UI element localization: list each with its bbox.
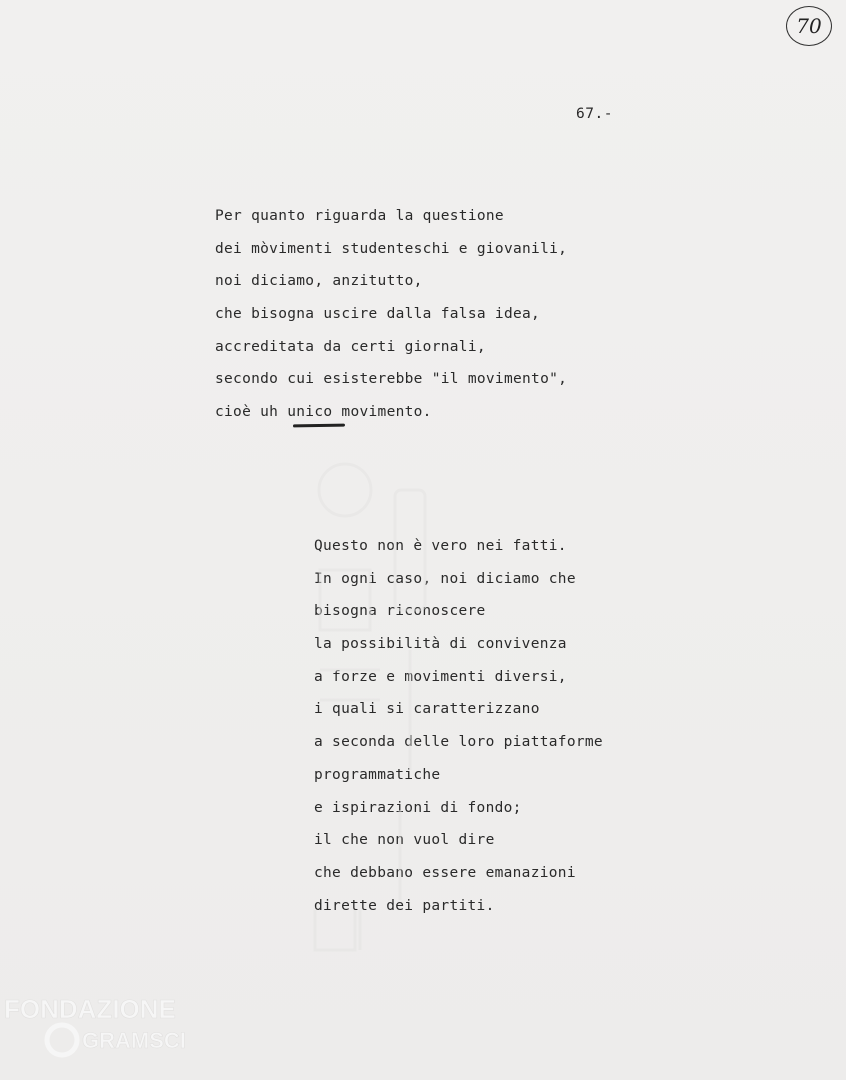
fondazione-gramsci-watermark xyxy=(2,988,207,1058)
paragraph-line: accreditata da certi giornali, xyxy=(215,338,486,355)
paragraph-line: cioè uh unico movimento. xyxy=(215,404,432,421)
watermark-bleed-through xyxy=(300,450,450,990)
paragraph-line: e ispirazioni di fondo; xyxy=(314,799,522,816)
paragraph-line: Per quanto riguarda la questione xyxy=(215,208,504,224)
typed-page-number: 67.- xyxy=(576,106,613,122)
paragraph-line: che debbano essere emanazioni xyxy=(314,864,576,881)
paragraph-line: che bisogna uscire dalla falsa idea, xyxy=(215,306,541,323)
paragraph-line: i quali si caratterizzano xyxy=(314,701,540,718)
paragraph-line: la possibilità di convivenza xyxy=(314,636,567,653)
paragraph-line: Questo non è vero nei fatti. xyxy=(314,538,567,554)
paragraph-1 xyxy=(215,206,567,435)
paragraph-line: programmatiche xyxy=(314,766,441,783)
paragraph-line: dirette dei partiti. xyxy=(314,897,495,914)
paragraph-line: bisogna riconoscere xyxy=(314,603,486,620)
paragraph-line: noi diciamo, anzitutto, xyxy=(215,273,423,290)
paragraph-line: In ogni caso, noi diciamo che xyxy=(314,570,576,587)
watermark-line-1: FONDAZIONE xyxy=(4,994,176,1024)
handwritten-page-number: 70 xyxy=(786,6,832,46)
paragraph-line: a forze e movimenti diversi, xyxy=(314,668,567,685)
paragraph-line: il che non vuol dire xyxy=(314,832,495,849)
paragraph-line: a seconda delle loro piattaforme xyxy=(314,734,603,751)
watermark-line-2: GRAMSCI xyxy=(82,1028,186,1053)
paragraph-line: secondo cui esisterebbe "il movimento", xyxy=(215,371,568,388)
paragraph-line: dei mòvimenti studenteschi e giovanili, xyxy=(215,240,568,257)
